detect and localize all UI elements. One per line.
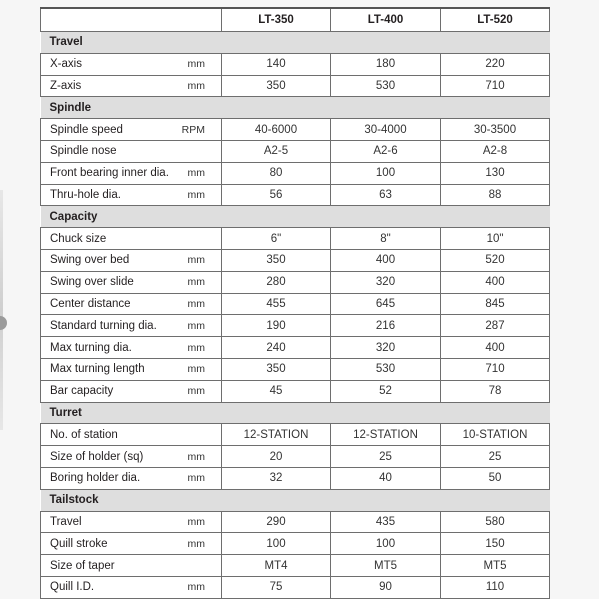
- spec-value-cell: 75: [222, 576, 331, 598]
- spec-label: Max turning length: [50, 363, 145, 376]
- spec-unit: mm: [187, 537, 205, 550]
- section-title: Capacity: [41, 206, 550, 228]
- header-row: [41, 8, 550, 32]
- spec-value-cell: 400: [331, 249, 441, 271]
- section-row: [41, 402, 550, 424]
- spec-item-cell: [41, 162, 222, 184]
- spec-value-cell: 78: [441, 380, 550, 402]
- spec-item-cell: [41, 184, 222, 206]
- spec-value-cell: 290: [222, 511, 331, 533]
- section-row: [41, 489, 550, 511]
- spec-item-cell: [41, 249, 222, 271]
- spec-unit: mm: [187, 581, 205, 594]
- spec-row: [41, 53, 550, 75]
- spec-label: Size of taper: [50, 559, 115, 572]
- spec-value-cell: 30-4000: [331, 119, 441, 141]
- spec-label: Max turning dia.: [50, 341, 132, 354]
- spec-value-cell: A2-6: [331, 140, 441, 162]
- spec-label: Quill I.D.: [50, 581, 95, 594]
- spec-value-cell: 220: [441, 53, 550, 75]
- spec-item-cell: [41, 119, 222, 141]
- spec-unit: mm: [187, 319, 205, 332]
- spec-value-cell: 520: [441, 249, 550, 271]
- spec-row: [41, 576, 550, 598]
- spec-label: Thru-hole dia.: [50, 188, 121, 201]
- spec-label: Boring holder dia.: [50, 472, 141, 485]
- spec-value-cell: 645: [331, 293, 441, 315]
- spec-row: [41, 467, 550, 489]
- spec-row: [41, 358, 550, 380]
- spec-unit: mm: [187, 254, 205, 267]
- spec-label: Z-axis: [50, 79, 82, 92]
- spec-value-cell: 40: [331, 467, 441, 489]
- spec-row: [41, 315, 550, 337]
- spec-value-cell: 216: [331, 315, 441, 337]
- spec-item-cell: [41, 446, 222, 468]
- spec-table: [40, 7, 550, 599]
- spec-label: Swing over bed: [50, 254, 130, 267]
- spec-row: [41, 533, 550, 555]
- spec-item-cell: [41, 467, 222, 489]
- spec-value-cell: 90: [331, 576, 441, 598]
- spec-item-cell: [41, 511, 222, 533]
- spec-label: Chuck size: [50, 232, 107, 245]
- spec-row: [41, 555, 550, 577]
- spec-row: [41, 75, 550, 97]
- spec-label: Standard turning dia.: [50, 319, 157, 332]
- spec-value-cell: 20: [222, 446, 331, 468]
- spec-item-cell: [41, 555, 222, 577]
- spec-value-cell: 710: [441, 358, 550, 380]
- page-side-strip: [0, 190, 10, 430]
- page-marker-dot: [0, 316, 7, 330]
- spec-value-cell: 10-STATION: [441, 424, 550, 446]
- spec-value-cell: 580: [441, 511, 550, 533]
- spec-unit: mm: [187, 167, 205, 180]
- spec-value-cell: A2-5: [222, 140, 331, 162]
- spec-value-cell: 350: [222, 75, 331, 97]
- spec-unit: mm: [187, 341, 205, 354]
- spec-label: Travel: [50, 515, 82, 528]
- spec-unit: RPM: [181, 123, 205, 136]
- spec-label: Spindle nose: [50, 145, 117, 158]
- spec-value-cell: 88: [441, 184, 550, 206]
- header-cell-model: LT-520: [441, 8, 550, 32]
- spec-value-cell: 12-STATION: [331, 424, 441, 446]
- header-cell-blank: [41, 8, 222, 32]
- spec-value-cell: 140: [222, 53, 331, 75]
- spec-value-cell: 287: [441, 315, 550, 337]
- spec-value-cell: 530: [331, 358, 441, 380]
- spec-value-cell: 190: [222, 315, 331, 337]
- spec-row: [41, 337, 550, 359]
- spec-unit: mm: [187, 58, 205, 71]
- section-title: Turret: [41, 402, 550, 424]
- spec-item-cell: [41, 315, 222, 337]
- spec-unit: mm: [187, 79, 205, 92]
- spec-value-cell: 240: [222, 337, 331, 359]
- spec-value-cell: 180: [331, 53, 441, 75]
- spec-row: [41, 446, 550, 468]
- spec-unit: mm: [187, 385, 205, 398]
- section-row: [41, 206, 550, 228]
- spec-row: [41, 184, 550, 206]
- spec-item-cell: [41, 533, 222, 555]
- spec-unit: mm: [187, 276, 205, 289]
- spec-label: Front bearing inner dia.: [50, 167, 169, 180]
- spec-label: Quill stroke: [50, 537, 108, 550]
- spec-item-cell: [41, 358, 222, 380]
- spec-value-cell: MT5: [331, 555, 441, 577]
- spec-value-cell: 100: [331, 533, 441, 555]
- spec-value-cell: 52: [331, 380, 441, 402]
- spec-row: [41, 228, 550, 250]
- spec-row: [41, 380, 550, 402]
- spec-value-cell: 110: [441, 576, 550, 598]
- spec-value-cell: 400: [441, 337, 550, 359]
- spec-value-cell: 130: [441, 162, 550, 184]
- spec-value-cell: 56: [222, 184, 331, 206]
- spec-value-cell: 8": [331, 228, 441, 250]
- spec-label: Size of holder (sq): [50, 450, 144, 463]
- spec-value-cell: 350: [222, 249, 331, 271]
- spec-unit: mm: [187, 188, 205, 201]
- spec-row: [41, 249, 550, 271]
- spec-unit: mm: [187, 297, 205, 310]
- spec-value-cell: 6": [222, 228, 331, 250]
- spec-value-cell: 25: [331, 446, 441, 468]
- section-title: Travel: [41, 32, 550, 54]
- spec-value-cell: 32: [222, 467, 331, 489]
- spec-unit: mm: [187, 515, 205, 528]
- spec-value-cell: 150: [441, 533, 550, 555]
- section-row: [41, 97, 550, 119]
- side-bar: [0, 190, 3, 430]
- spec-row: [41, 140, 550, 162]
- spec-value-cell: 435: [331, 511, 441, 533]
- section-title: Spindle: [41, 97, 550, 119]
- spec-value-cell: A2-8: [441, 140, 550, 162]
- spec-value-cell: 100: [222, 533, 331, 555]
- spec-unit: mm: [187, 472, 205, 485]
- spec-item-cell: [41, 75, 222, 97]
- spec-label: Bar capacity: [50, 385, 114, 398]
- spec-label: Center distance: [50, 297, 131, 310]
- spec-unit: mm: [187, 450, 205, 463]
- spec-row: [41, 162, 550, 184]
- spec-row: [41, 424, 550, 446]
- spec-item-cell: [41, 380, 222, 402]
- spec-unit: mm: [187, 363, 205, 376]
- spec-value-cell: 80: [222, 162, 331, 184]
- spec-item-cell: [41, 53, 222, 75]
- spec-value-cell: 845: [441, 293, 550, 315]
- spec-value-cell: 40-6000: [222, 119, 331, 141]
- spec-item-cell: [41, 576, 222, 598]
- header-cell-model: LT-350: [222, 8, 331, 32]
- spec-value-cell: 530: [331, 75, 441, 97]
- spec-value-cell: MT5: [441, 555, 550, 577]
- spec-item-cell: [41, 228, 222, 250]
- spec-value-cell: 45: [222, 380, 331, 402]
- spec-row: [41, 293, 550, 315]
- spec-value-cell: 455: [222, 293, 331, 315]
- spec-value-cell: 710: [441, 75, 550, 97]
- spec-value-cell: 25: [441, 446, 550, 468]
- spec-item-cell: [41, 140, 222, 162]
- spec-label: Swing over slide: [50, 276, 134, 289]
- spec-value-cell: 280: [222, 271, 331, 293]
- spec-value-cell: 100: [331, 162, 441, 184]
- spec-value-cell: 50: [441, 467, 550, 489]
- spec-item-cell: [41, 271, 222, 293]
- spec-value-cell: MT4: [222, 555, 331, 577]
- spec-value-cell: 10": [441, 228, 550, 250]
- spec-table-body: [41, 32, 550, 599]
- spec-row: [41, 271, 550, 293]
- spec-item-cell: [41, 293, 222, 315]
- spec-item-cell: [41, 337, 222, 359]
- spec-value-cell: 320: [331, 337, 441, 359]
- section-title: Tailstock: [41, 489, 550, 511]
- header-cell-model: LT-400: [331, 8, 441, 32]
- spec-value-cell: 30-3500: [441, 119, 550, 141]
- spec-item-cell: [41, 424, 222, 446]
- spec-label: Spindle speed: [50, 123, 123, 136]
- spec-row: [41, 119, 550, 141]
- spec-value-cell: 12-STATION: [222, 424, 331, 446]
- spec-label: X-axis: [50, 58, 82, 71]
- section-row: [41, 32, 550, 54]
- spec-value-cell: 320: [331, 271, 441, 293]
- spec-label: No. of station: [50, 428, 118, 441]
- spec-value-cell: 63: [331, 184, 441, 206]
- spec-value-cell: 400: [441, 271, 550, 293]
- spec-row: [41, 511, 550, 533]
- spec-value-cell: 350: [222, 358, 331, 380]
